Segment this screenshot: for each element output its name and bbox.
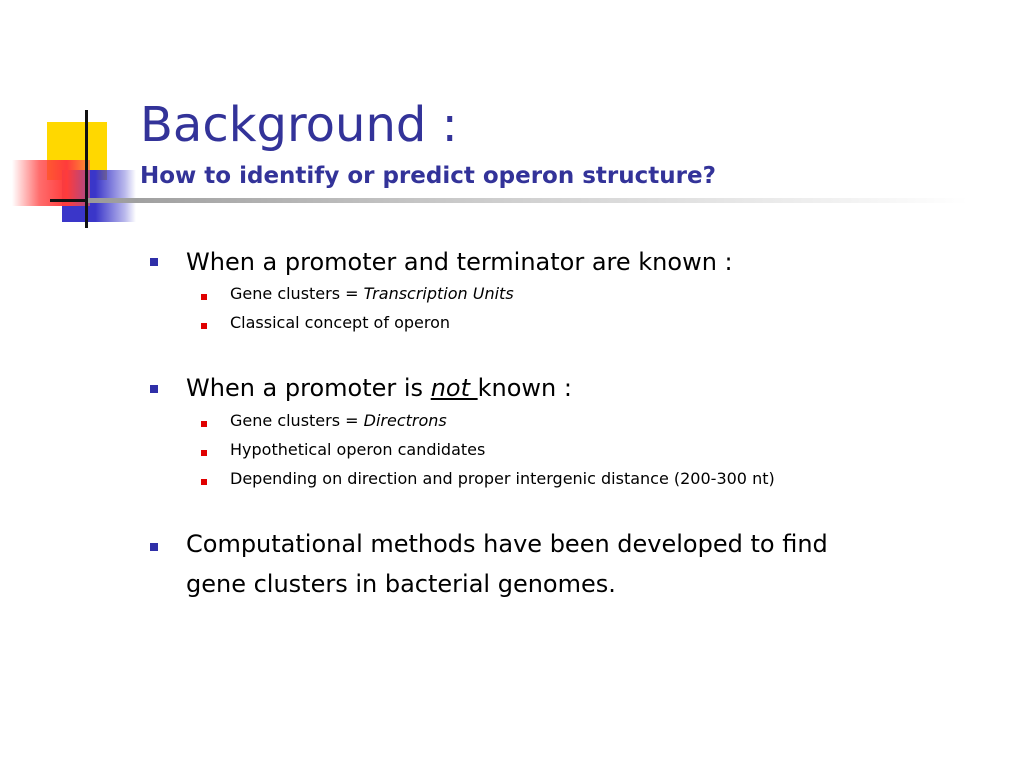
sub-bullet-square-icon <box>201 479 207 485</box>
bullet-square-icon <box>150 543 158 551</box>
sub-bullet-italic-text: = Directrons <box>345 411 447 430</box>
sub-bullet-text: Classical concept of operon <box>230 313 451 332</box>
bullet-emphasis-text: not <box>430 374 478 402</box>
sub-bullet-square-icon <box>201 421 207 427</box>
bullet-square-icon <box>150 258 158 266</box>
sub-bullet-item <box>230 283 514 305</box>
sub-bullet-item <box>230 439 485 461</box>
slide-title: Background : <box>140 97 458 153</box>
sub-bullet-item <box>230 410 447 432</box>
bullet-item-2 <box>186 368 572 408</box>
bullet-item-3-line-2: gene clusters in bacterial genomes. <box>186 570 616 598</box>
sub-bullet-text: Depending on direction and proper intergenic distance (200-300 nt) <box>230 469 775 488</box>
bullet-item-1: When a promoter and terminator are known : <box>186 248 733 276</box>
sub-bullet-italic-text: = Transcription Units <box>345 284 514 303</box>
sub-bullet-item <box>230 312 450 334</box>
sub-bullet-square-icon <box>201 323 207 329</box>
bullet-text: known : <box>477 374 572 402</box>
sub-bullet-text: Gene clusters <box>230 284 346 303</box>
sub-bullet-square-icon <box>201 294 207 300</box>
sub-bullet-item <box>230 468 775 490</box>
bullet-item-3-line-1: Computational methods have been developed to find <box>186 530 828 558</box>
sub-bullet-square-icon <box>201 450 207 456</box>
sub-bullet-text: Gene clusters <box>230 411 346 430</box>
sub-bullet-text: Hypothetical operon candidates <box>230 440 486 459</box>
bullet-square-icon <box>150 385 158 393</box>
bullet-text: When a promoter is <box>186 374 431 402</box>
slide-subtitle: How to identify or predict operon structure? <box>140 163 716 189</box>
